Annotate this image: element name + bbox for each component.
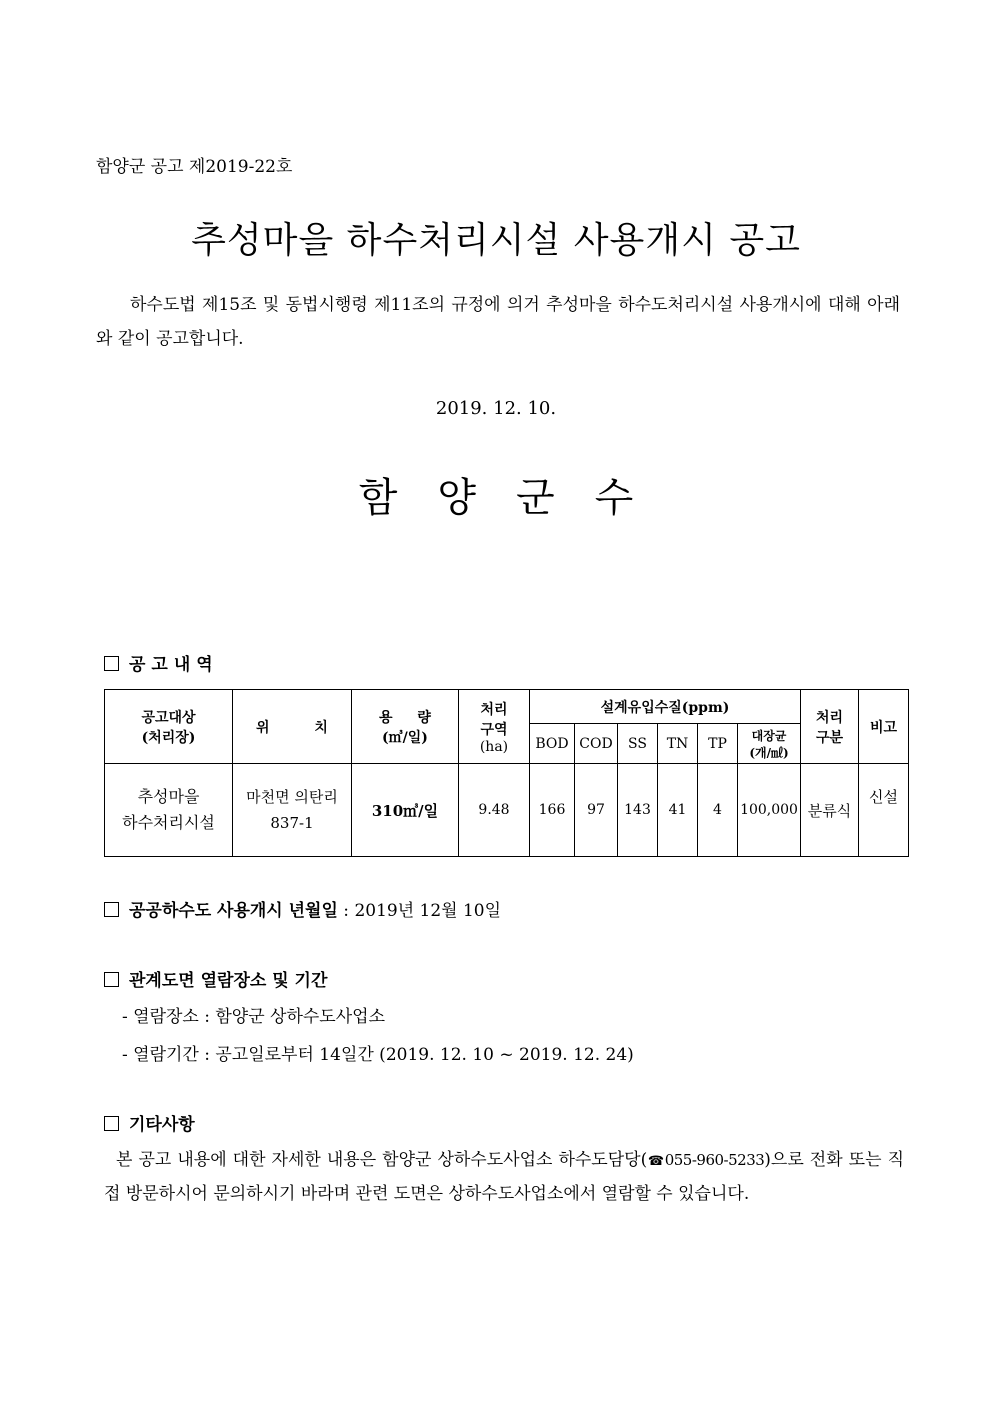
signer: 함양군수 [358,475,674,521]
header-cod: COD [575,724,618,764]
section-heading: 기타사항 [129,1115,195,1135]
notice-table [104,689,909,857]
page-title: 추성마을 하수처리시설 사용개시 공고 [191,220,801,261]
header-tn: TN [658,724,698,764]
cell-cod: 97 [575,764,618,857]
phone-number: 055-960-5233 [664,1151,765,1169]
table-row [105,764,909,857]
section-heading: 공공하수도 사용개시 년월일 [129,901,338,921]
misc-paragraph [104,1144,904,1211]
cell-coliform: 100,000 [738,764,801,857]
header-tp: TP [698,724,738,764]
section-heading: 관계도면 열람장소 및 기간 [129,971,328,991]
checkbox-icon [104,972,119,987]
section-notice-details [104,650,219,675]
cell-location: 마천면 의탄리 837-1 [233,764,352,857]
cell-method: 분류식 [801,764,859,857]
cell-bod: 166 [530,764,575,857]
header-design-quality: 설계유입수질(ppm) [530,690,801,724]
section-misc [104,1110,195,1135]
telephone-icon: ☎ [647,1154,665,1169]
section-start-date [104,896,501,921]
misc-text-b: )으로 전화 또는 직접 방문하시어 문의하시기 바라며 관련 도면은 상하수도사업소에서 열람할 수 있습니다. [104,1150,904,1204]
intro-text: 하수도법 제15조 및 동법시행령 제11조의 규정에 의거 추성마을 하수도처리시설 사용개시에 대해 아래와 같이 공고합니다. [96,295,900,349]
cell-capacity: 310㎥/일 [352,764,459,857]
start-date-value: : 2019년 12월 10일 [337,901,502,921]
header-ss: SS [618,724,658,764]
checkbox-icon [104,1116,119,1131]
header-coliform: 대장균 (개/㎖) [738,724,801,764]
cell-target: 추성마을 하수처리시설 [105,764,233,857]
notice-date: 2019. 12. 10. [435,398,557,419]
intro-paragraph [96,288,900,356]
cell-tn: 41 [658,764,698,857]
inspection-period: - 열람기간 : 공고일로부터 14일간 (2019. 12. 10 ~ 2019. 12. 24) [122,1045,634,1065]
header-capacity: 용 량 (㎥/일) [352,690,459,764]
cell-note: 신설 [859,764,909,857]
header-area: 처리 구역 (ha) [459,690,530,764]
checkbox-icon [104,902,119,917]
header-bod: BOD [530,724,575,764]
cell-tp: 4 [698,764,738,857]
checkbox-icon [104,656,119,671]
cell-area: 9.48 [459,764,530,857]
header-method: 처리 구분 [801,690,859,764]
header-location: 위 치 [233,690,352,764]
inspection-place: - 열람장소 : 함양군 상하수도사업소 [122,1007,385,1027]
notice-number: 함양군 공고 제2019-22호 [96,157,293,177]
header-target: 공고대상 (처리장) [105,690,233,764]
section-heading: 공고내역 [129,655,219,675]
misc-text-a: 본 공고 내용에 대한 자세한 내용은 함양군 상하수도사업소 하수도담당( [116,1150,648,1170]
cell-ss: 143 [618,764,658,857]
section-drawing-inspection [104,966,327,991]
header-note: 비고 [859,690,909,764]
